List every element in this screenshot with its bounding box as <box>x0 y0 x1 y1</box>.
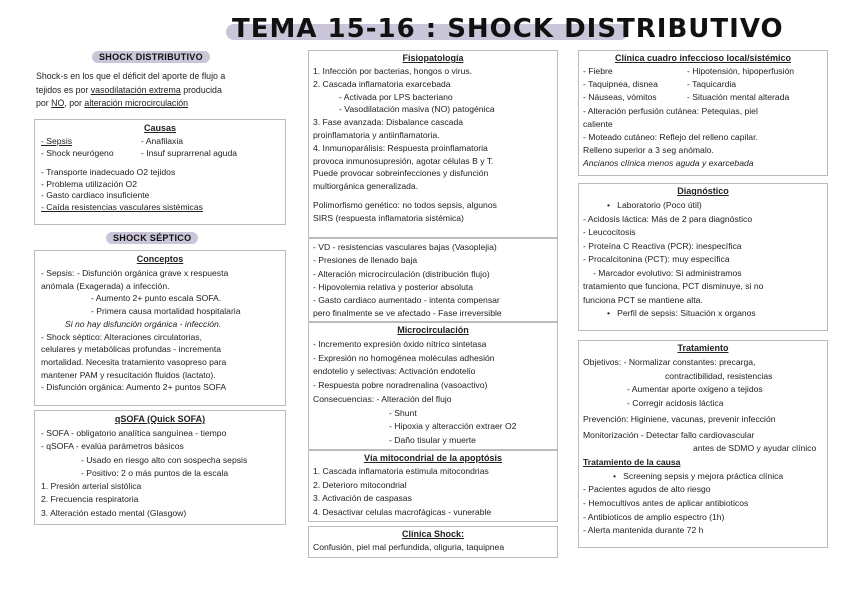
clinica-shock-header: Clínica Shock: <box>401 529 464 539</box>
causa-item: - Anafilaxia <box>141 136 184 146</box>
causa-item: - Problema utilización O2 <box>41 178 138 189</box>
bullet-icon: • <box>613 470 624 481</box>
diagnostico-content: • Laboratorio (Poco útil) - Acidosis láctica: Más de 2 para diagnóstico - Leucocitosis - Proteína C Reactiva (PCR): inespecífica - Procalcitonina (PCT): muy específica - Marcador evolutivo: Si administramos tratamiento que funciona, PCT disminuye, si no funciona PCT se mantiene alta. • Perfil de sepsis: Situación x organos <box>583 200 764 318</box>
page-title: TEMA 15-16 : SHOCK DISTRIBUTIVO <box>232 14 784 44</box>
tratamiento-causa-header: Tratamiento de la causa <box>583 456 681 467</box>
causa-item: - Caída resistencias vasculares sistémicas <box>41 201 203 212</box>
bullet-icon: • <box>607 200 618 210</box>
bullet-icon: • <box>607 308 618 318</box>
apoptosis-header: Vía mitocondrial de la apoptósis <box>363 453 503 463</box>
causa-item: - Shock neurógeno <box>41 147 114 158</box>
clinica-shock-text: Confusión, piel mal perfundida, oliguria, taquipnea <box>313 542 505 552</box>
causas-box <box>34 119 286 225</box>
conceptos-content: - Sepsis: - Disfunción orgánica grave x respuesta anómala (Exagerada) a infección. - Aumento 2+ punto escala SOFA. - Primera causa mortalidad hospitalaria Si no hay disfunción orgánica - infección. - Shock séptico: Alteraciones circulatorias, celulares y metabólicas profundas - incrementa mortalidad. Necesita tratamiento vasopreso para mantener PAM y resucitación fluidos (lactato). - Disfunción orgánica: Aumento 2+ puntos SOFA <box>41 268 241 393</box>
fisiopatologia-box <box>308 50 558 238</box>
qsofa-content: - SOFA - obligatorio analítica sanguínea - tiempo - qSOFA - evalúa parámetros básicos - Usado en riesgo alto con sospecha sepsis - Positivo: 2 o más puntos de la escala 1. Presión arterial sistólica 2. Frecuencia respiratoria 3. Alteración estado mental (Glasgow) <box>41 428 248 518</box>
causas-content <box>41 136 237 214</box>
tratamiento-box <box>578 340 828 548</box>
tratamiento-header: Tratamiento <box>677 343 729 353</box>
conceptos-header: Conceptos <box>136 254 184 264</box>
clinica-shock-box <box>308 526 558 558</box>
apoptosis-content: 1. Cascada inflamatoria estimula mitocondrias 2. Deterioro mitocondrial 3. Activación de caspasas 4. Desactivar celulas macrofágicas - vunerable <box>313 466 492 517</box>
fisiopatologia-content: 1. Infección por bacterias, hongos o virus. 2. Cascada inflamatoria exarcebada - Activada por LPS bacteriano - Vasodilatación masiva (NO) patogénica 3. Fase avanzada: Disbalance cascada proinflamatoria y antiinflamatoria. 4. Inmunoparálisis: Respuesta proinflamatoria provoca inmunosupresión, agotar células B y T. Puede provocar sobreinfecciones y disfunción multiorgánica generalizada. Polimorfismo genético: no todos sepsis, algunos SIRS (respuesta inflamatoria sistémica) <box>313 66 497 223</box>
conceptos-box <box>34 250 286 406</box>
diagnostico-box <box>578 183 828 331</box>
vd-content: - VD - resistencias vasculares bajas (Vasoplejia) - Presiones de llenado baja - Alteración microcirculación (distribución flujo) - Hipovolemia relativa y posterior absoluta - Gasto cardiaco aumentado - intenta compensar pero finalmente se ve afectado - Fase irreversible <box>313 242 502 319</box>
causas-header: Causas <box>143 123 177 133</box>
microcirculacion-box <box>308 322 558 450</box>
clinica-cuadro-header: Clínica cuadro infeccioso local/sistémico <box>614 53 792 63</box>
intro-text: Shock-s en los que el déficit del aporte de flujo a tejidos es por vasodilatación extrema producida por NO, por alteración microcirculación <box>36 71 226 108</box>
microcirculacion-header: Microcirculación <box>397 325 469 335</box>
causa-item: - Sepsis <box>41 136 73 146</box>
tratamiento-content: Objetivos: - Normalizar constantes: precarga, contractibilidad, resistencias - Aumentar aporte oxigeno a tejidos - Corregir acidosis láctica Prevención: Higiniene, vacunas, prevenir infección Monitorización - Detectar fallo cardiovascular antes de SDMO y ayudar clínico Tratamiento de la causa • Screening sepsis y mejora práctica clínica - Pacientes agudos de alto riesgo - Hemocultivos antes de aplicar antibioticos - Antibioticos de amplio espectro (1h) - Alerta mantenida durante 72 h <box>583 357 817 536</box>
vd-box <box>308 238 558 322</box>
apoptosis-box <box>308 450 558 522</box>
fisiopatologia-header: Fisiopatología <box>402 53 464 63</box>
clinica-cuadro-box <box>578 50 828 176</box>
causa-item: - Insuf suprarrenal aguda <box>141 147 238 158</box>
causa-item: - Gasto cardiaco insuficiente <box>41 190 150 201</box>
clinica-cuadro-content: - Fiebre - Hipotensión, hipoperfusión - Taquipnea, disnea - Taquicardia - Náuseas, vómitos - Situación mental alterada - Alteración perfusión cutánea: Petequias, piel caliente - Moteado cutáneo: Reflejo del relleno capilar. Relleno superior a 3 seg anómalo. Ancianos clínica menos aguda y exarcebada <box>583 66 795 169</box>
qsofa-box <box>34 410 286 525</box>
microcirculacion-content: - Incremento expresión óxido nítrico sintetasa - Expresión no homogénea moléculas adhesión endotelio y selectivas: Activación endotelio - Respuesta pobre noradrenalina (vasoactivo) Consecuencias: - Alteración del flujo - Shunt - Hipoxia y alteracción extraer O2 - Daño tisular y muerte <box>313 339 517 445</box>
causa-item: - Transporte inadecuado O2 tejidos <box>41 167 176 178</box>
shock-distributivo-heading: SHOCK DISTRIBUTIVO <box>92 51 210 63</box>
qsofa-header: qSOFA (Quick SOFA) <box>114 414 206 424</box>
shock-septico-heading: SHOCK SÉPTICO <box>106 232 198 244</box>
diagnostico-header: Diagnóstico <box>677 186 729 196</box>
